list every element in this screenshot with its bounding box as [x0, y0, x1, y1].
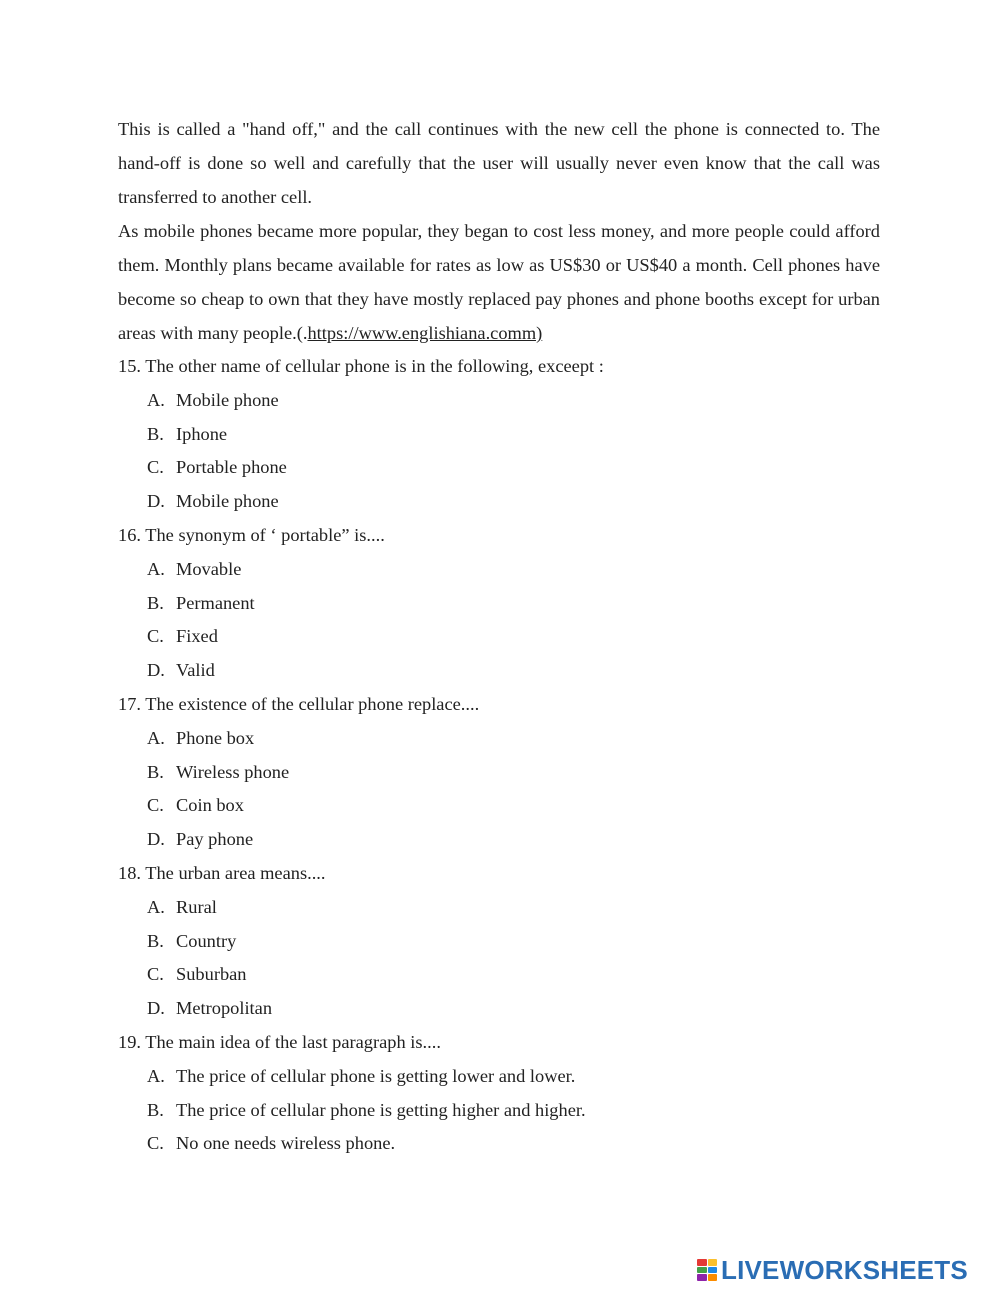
- option-text: No one needs wireless phone.: [176, 1133, 396, 1154]
- option-letter: D.: [147, 660, 165, 681]
- question-2-option[interactable]: [118, 620, 880, 654]
- option-text: Wireless phone: [176, 761, 290, 782]
- option-letter: A.: [147, 1065, 165, 1086]
- question-2-option[interactable]: [118, 654, 880, 688]
- option-letter: C.: [147, 457, 164, 478]
- option-text: Rural: [176, 896, 217, 917]
- question-2-option[interactable]: [118, 553, 880, 587]
- question-5: 19. The main idea of the last paragraph is....: [118, 1031, 441, 1052]
- option-letter: B.: [147, 1099, 164, 1120]
- option-text: Movable: [176, 558, 242, 579]
- option-letter: C.: [147, 795, 164, 816]
- option-text: Coin box: [176, 795, 244, 816]
- passage-paragraph-2: [118, 214, 880, 350]
- question-4-option[interactable]: [118, 925, 880, 959]
- question-1-option[interactable]: [118, 451, 880, 485]
- question-3-option[interactable]: [118, 756, 880, 790]
- option-text: The price of cellular phone is getting higher and higher.: [176, 1099, 586, 1120]
- question-5-option[interactable]: [118, 1060, 880, 1094]
- option-letter: A.: [147, 896, 165, 917]
- question-1-option[interactable]: [118, 418, 880, 452]
- option-text: Permanent: [176, 592, 255, 613]
- option-letter: A.: [147, 727, 165, 748]
- question-4: 18. The urban area means....: [118, 862, 326, 883]
- liveworksheets-logo-icon: [697, 1259, 717, 1281]
- option-letter: C.: [147, 964, 164, 985]
- passage-paragraph-2-text: As mobile phones became more popular, they began to cost less money, and more people could afford them. Monthly plans became available for rates as low as US$30 or US$40 a month. Cell phones have become so cheap to own that they have mostly replaced pay phones and phone booths except for urban areas with many people.(.: [118, 221, 880, 343]
- brand-name: LIVEWORKSHEETS: [721, 1254, 968, 1285]
- worksheet-page: [118, 112, 880, 1161]
- option-letter: D.: [147, 998, 165, 1019]
- option-letter: D.: [147, 829, 165, 850]
- question-3-option[interactable]: [118, 789, 880, 823]
- question-4-option[interactable]: [118, 958, 880, 992]
- question-1-option[interactable]: [118, 485, 880, 519]
- option-text: Suburban: [176, 964, 247, 985]
- option-text: Iphone: [176, 423, 228, 444]
- question-3-option[interactable]: [118, 722, 880, 756]
- option-letter: C.: [147, 626, 164, 647]
- option-text: Phone box: [176, 727, 255, 748]
- question-3-option[interactable]: [118, 823, 880, 857]
- option-text: Mobile phone: [176, 491, 279, 512]
- option-letter: B.: [147, 423, 164, 444]
- option-text: Mobile phone: [176, 389, 279, 410]
- question-3: 17. The existence of the cellular phone replace....: [118, 693, 480, 714]
- passage-paragraph-1: This is called a "hand off," and the call continues with the new cell the phone is connected to. The hand-off is done so well and carefully that the user will usually never even know that the call was transferred to another cell.: [118, 119, 880, 207]
- option-letter: C.: [147, 1133, 164, 1154]
- option-text: Fixed: [176, 626, 218, 647]
- option-letter: A.: [147, 558, 165, 579]
- question-2: 16. The synonym of ‘ portable” is....: [118, 524, 385, 545]
- questions-list: [118, 350, 880, 1161]
- option-letter: B.: [147, 930, 164, 951]
- option-letter: B.: [147, 761, 164, 782]
- question-5-option[interactable]: [118, 1127, 880, 1161]
- option-text: Pay phone: [176, 829, 254, 850]
- liveworksheets-watermark: [697, 1254, 968, 1286]
- question-4-option[interactable]: [118, 992, 880, 1026]
- option-text: Country: [176, 930, 237, 951]
- question-1: 15. The other name of cellular phone is in the following, exceept :: [118, 356, 604, 376]
- option-text: Portable phone: [176, 457, 287, 478]
- question-2-option[interactable]: [118, 587, 880, 621]
- question-4-option[interactable]: [118, 891, 880, 925]
- question-1-option[interactable]: [118, 384, 880, 418]
- option-letter: A.: [147, 389, 165, 410]
- question-5-option[interactable]: [118, 1094, 880, 1128]
- option-text: The price of cellular phone is getting lower and lower.: [176, 1065, 576, 1086]
- option-text: Metropolitan: [176, 998, 273, 1019]
- option-text: Valid: [176, 660, 215, 681]
- source-link[interactable]: https://www.englishiana.comm): [307, 323, 543, 343]
- option-letter: B.: [147, 592, 164, 613]
- option-letter: D.: [147, 491, 165, 512]
